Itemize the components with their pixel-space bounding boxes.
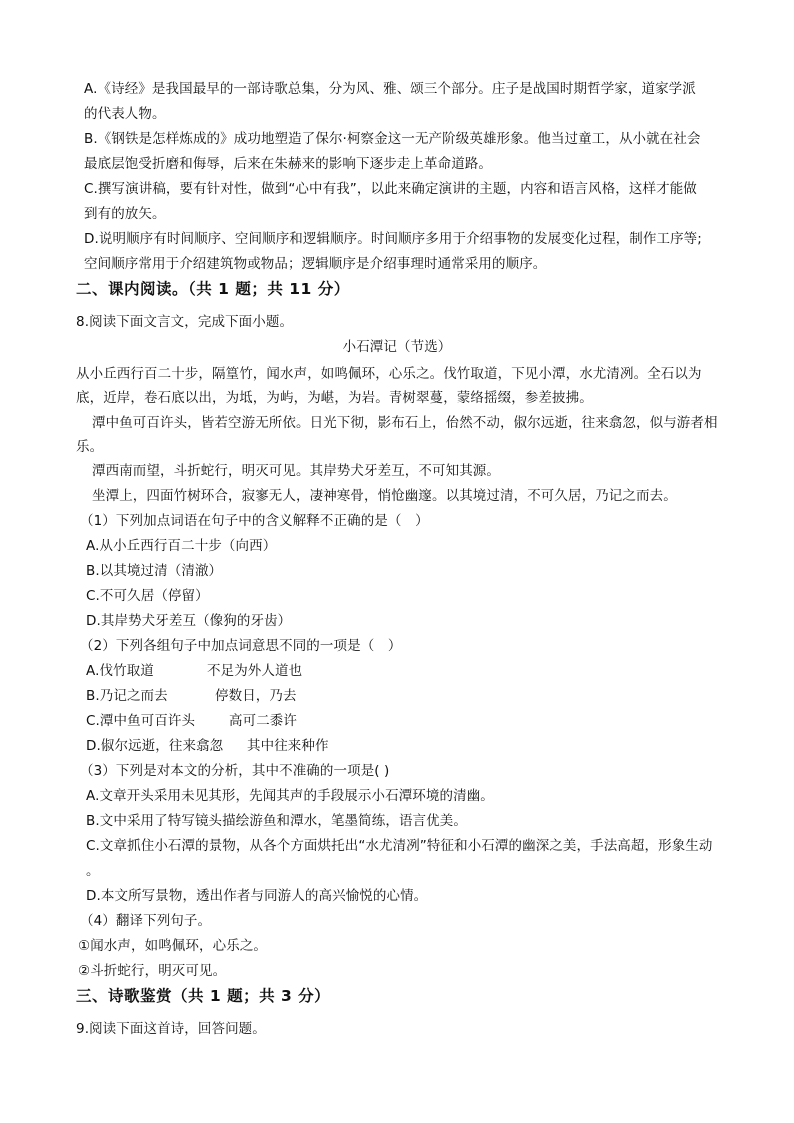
passage-paragraph-2: 潭中鱼可百许头，皆若空游无所依。日光下彻，影布石上，佁然不动，俶尔远逝，往来翕忽，似与游者相乐。 — [76, 415, 718, 455]
passage-paragraph-4: 坐潭上，四面竹树环合，寂寥无人，凄神寒骨，悄怆幽邃。以其境过清，不可久居，乃记之而去。 — [92, 488, 677, 504]
subquestion-1-option-b: B.以其境过清（清澈） — [86, 563, 223, 579]
subquestion-2-option-b-left: B.乃记之而去 — [86, 688, 168, 704]
question-8-intro: 8.阅读下面文言文，完成下面小题。 — [76, 314, 294, 330]
subquestion-1-option-d: D.其岸势犬牙差互（像狗的牙齿） — [86, 613, 292, 629]
subquestion-1-stem: （1）下列加点词语在句子中的含义解释不正确的是（ ） — [80, 513, 429, 529]
subquestion-2-option-d-left: D.俶尔远逝，往来翕忽 — [86, 738, 224, 754]
subquestion-2-option-a-right: 不足为外人道也 — [207, 663, 303, 679]
translation-sentence-1: ①闻水声，如鸣佩环，心乐之。 — [78, 938, 268, 954]
subquestion-2-stem: （2）下列各组句子中加点词意思不同的一项是（ ） — [80, 638, 402, 654]
subquestion-2-option-b-right: 停数日，乃去 — [215, 688, 297, 704]
q7-option-a-line2: 的代表人物。 — [84, 106, 166, 122]
section-heading-poetry: 三、诗歌鉴赏（共 1 题；共 3 分） — [76, 987, 331, 1005]
subquestion-2-option-d-right: 其中往来种作 — [247, 738, 329, 754]
question-9-intro: 9.阅读下面这首诗，回答问题。 — [76, 1021, 266, 1037]
subquestion-1-option-a: A.从小丘西行百二十步（向西） — [86, 538, 277, 554]
subquestion-1-option-c: C.不可久居（停留） — [86, 588, 209, 604]
q7-option-d-line2: 空间顺序常用于介绍建筑物或物品；逻辑顺序是介绍事理时通常采用的顺序。 — [84, 256, 547, 272]
subquestion-3-option-c-line1: C.文章抓住小石潭的景物，从各个方面烘托出“水尤清冽”特征和小石潭的幽深之美，手法高超，形象生动 — [86, 838, 713, 854]
translation-sentence-2: ②斗折蛇行，明灭可见。 — [78, 963, 227, 979]
passage-paragraph-3: 潭西南而望，斗折蛇行，明灭可见。其岸势犬牙差互，不可知其源。 — [92, 463, 500, 479]
q7-option-c-line2: 到有的放矢。 — [84, 206, 166, 222]
q7-option-d-line1: D.说明顺序有时间顺序、空间顺序和逻辑顺序。时间顺序多用于介绍事物的发展变化过程，制作工序等; — [84, 231, 702, 247]
subquestion-3-option-d: D.本文所写景物，透出作者与同游人的高兴愉悦的心情。 — [86, 888, 428, 904]
subquestion-3-option-c-line2: 。 — [86, 863, 100, 879]
q7-option-b-line1: B.《钢铁是怎样炼成的》成功地塑造了保尔·柯察金这一无产阶级英雄形象。他当过童工，从小就在社会 — [84, 131, 701, 147]
q7-option-b-line2: 最底层饱受折磨和侮辱，后来在朱赫来的影响下逐步走上革命道路。 — [84, 156, 492, 172]
subquestion-2-option-c-left: C.潭中鱼可百许头 — [86, 713, 196, 729]
subquestion-3-stem: （3）下列是对本文的分析，其中不准确的一项是( ) — [80, 763, 390, 779]
passage-paragraph-1: 从小丘西行百二十步，隔篁竹，闻水声，如鸣佩环，心乐之。伐竹取道，下见小潭，水尤清冽。全石以为底，近岸，卷石底以出，为坻，为屿，为嵁，为岩。青树翠蔓，蒙络摇缀，参差披拂。 — [76, 366, 702, 406]
subquestion-2-option-c-right: 高可二黍许 — [229, 713, 297, 729]
subquestion-2-option-a-left: A.伐竹取道 — [86, 663, 154, 679]
passage-title: 小石潭记（节选） — [342, 339, 452, 355]
q7-option-c-line1: C.撰写演讲稿，要有针对性，做到“心中有我”，以此来确定演讲的主题，内容和语言风格，这样才能做 — [84, 181, 697, 197]
subquestion-3-option-a: A.文章开头采用未见其形，先闻其声的手段展示小石潭环境的清幽。 — [86, 788, 494, 804]
q7-option-a-line1: A.《诗经》是我国最早的一部诗歌总集，分为风、雅、颂三个部分。庄子是战国时期哲学家，道家学派 — [84, 81, 696, 97]
subquestion-3-option-b: B.文中采用了特写镜头描绘游鱼和潭水，笔墨简练，语言优美。 — [86, 813, 467, 829]
section-heading-reading: 二、课内阅读。（共 1 题；共 11 分） — [76, 280, 350, 298]
subquestion-4-stem: （4）翻译下列句子。 — [80, 913, 212, 929]
